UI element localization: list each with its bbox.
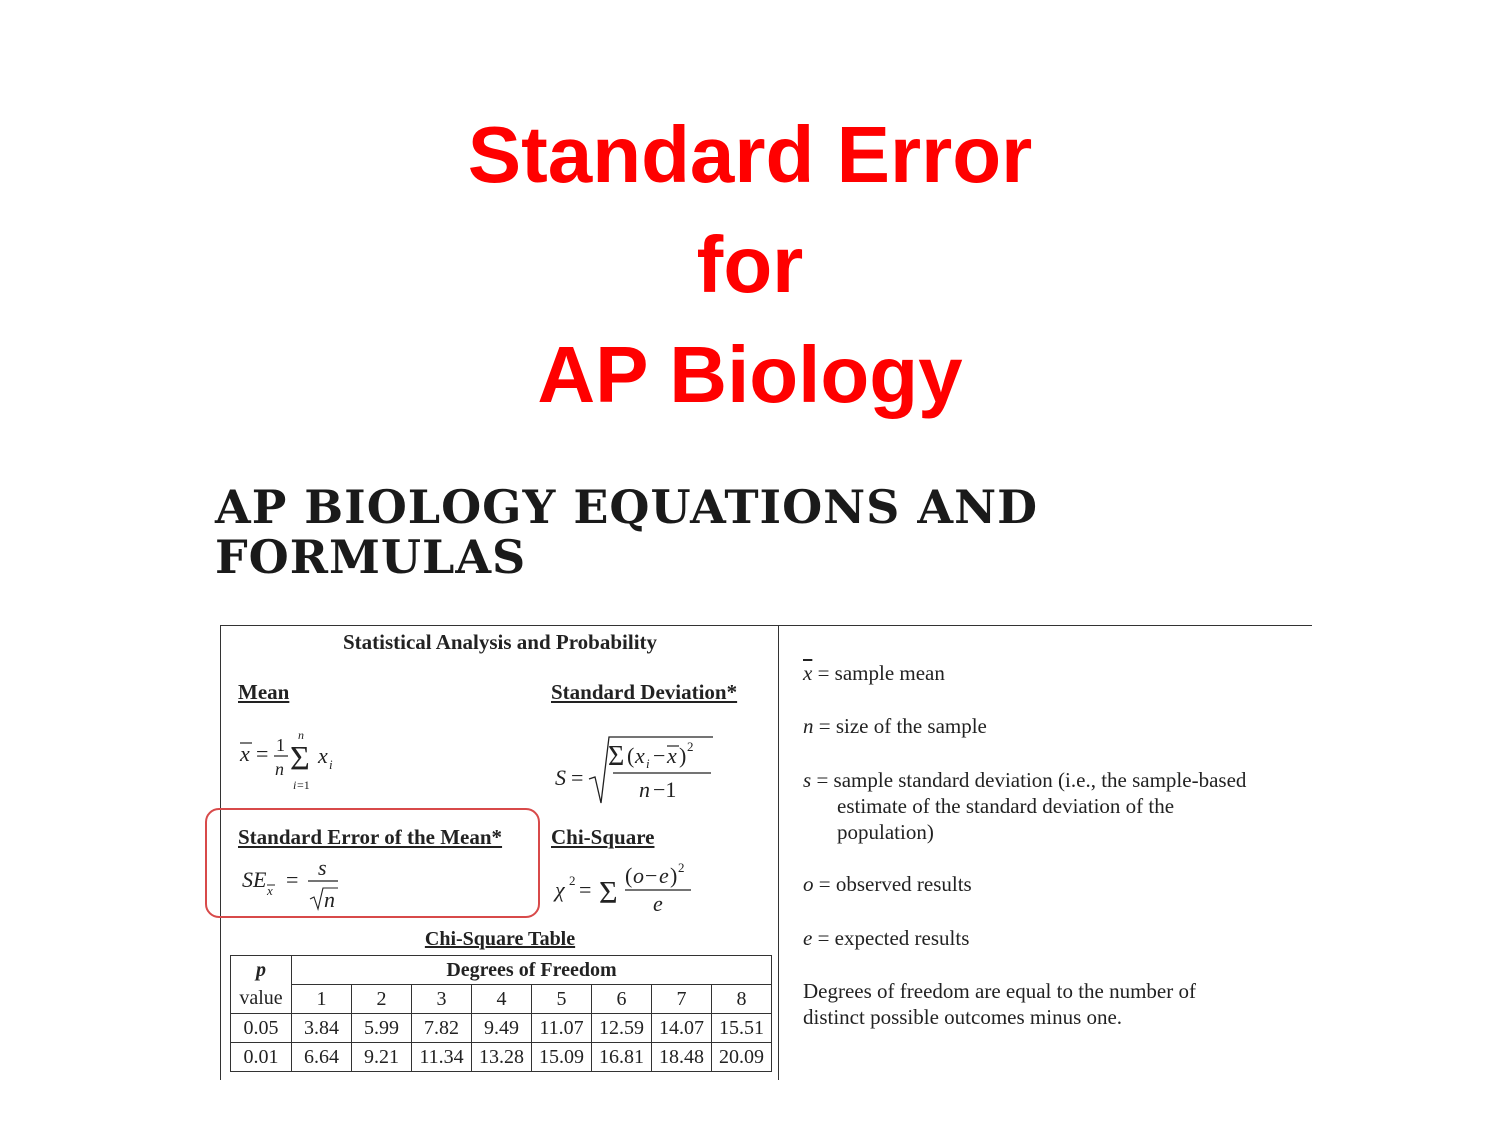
dof-col-3: 3 (412, 985, 472, 1014)
dof-col-8: 8 (712, 985, 772, 1014)
chi-square-heading: Chi-Square (551, 825, 655, 849)
table-row (231, 985, 772, 1014)
def-o-text: = observed results (818, 872, 972, 896)
chi-table-title: Chi-Square Table (424, 928, 576, 950)
svg-text:−1: −1 (653, 777, 677, 802)
dof-col-2: 2 (352, 985, 412, 1014)
slide-title (0, 100, 1500, 430)
svg-text:=: = (571, 765, 584, 790)
std-dev-heading: Standard Deviation* (551, 680, 738, 704)
table-cell: 15.51 (712, 1014, 772, 1043)
table-cell: 6.64 (292, 1043, 352, 1072)
svg-text:x: x (267, 883, 273, 898)
svg-text:χ: χ (555, 877, 565, 902)
svg-text:): ) (679, 743, 687, 768)
dof-col-5: 5 (532, 985, 592, 1014)
def-s-line-2: estimate of the standard deviation of the (837, 794, 1175, 818)
sem-formula (240, 855, 360, 915)
table-cell: 7.82 (412, 1014, 472, 1043)
o-symbol: o (803, 872, 814, 896)
svg-text:=: = (579, 877, 592, 902)
table-cell: 20.09 (712, 1043, 772, 1072)
table-cell: 14.07 (652, 1014, 712, 1043)
def-xbar-text: = sample mean (817, 661, 945, 685)
p-value-cell: 0.01 (231, 1043, 292, 1072)
slide-title-line-3: AP Biology (537, 330, 963, 419)
table-cell: 15.09 (532, 1043, 592, 1072)
def-e (803, 925, 969, 951)
frame-top-rule (220, 625, 1312, 626)
svg-text:n: n (324, 887, 335, 912)
svg-text:e: e (659, 863, 669, 888)
svg-text:x: x (240, 741, 250, 766)
dof-col-7: 7 (652, 985, 712, 1014)
def-s (803, 767, 1246, 845)
def-s-line-3: population) (837, 820, 934, 844)
svg-text:i: i (646, 756, 650, 771)
document-heading-line-1: AP BIOLOGY EQUATIONS AND (215, 480, 1039, 534)
def-n-text: = size of the sample (818, 714, 987, 738)
table-cell: 16.81 (592, 1043, 652, 1072)
chi-square-table (230, 955, 772, 1072)
svg-text:SE: SE (242, 867, 267, 892)
def-n (803, 713, 987, 739)
dof-header: Degrees of Freedom (292, 956, 772, 985)
table-cell: 11.07 (532, 1014, 592, 1043)
svg-text:2: 2 (687, 739, 694, 754)
table-cell: 3.84 (292, 1014, 352, 1043)
s-symbol: s (803, 768, 812, 792)
document-heading-line-2: FORMULAS (215, 530, 527, 584)
def-dof (803, 978, 1196, 1030)
chi-square-formula (553, 855, 713, 915)
table-cell: 12.59 (592, 1014, 652, 1043)
section-title: Statistical Analysis and Probability (342, 630, 658, 654)
svg-text:e: e (653, 891, 663, 915)
frame-divider-rule (778, 625, 779, 1080)
svg-text:i: i (329, 757, 333, 772)
table-row (231, 1014, 772, 1043)
svg-text:): ) (670, 863, 678, 888)
svg-text:−: − (653, 743, 666, 768)
svg-text:=: = (286, 867, 299, 892)
e-symbol: e (803, 926, 813, 950)
svg-text:2: 2 (569, 873, 576, 888)
p-header: p (231, 956, 292, 985)
svg-text:S: S (555, 765, 566, 790)
def-e-text: = expected results (817, 926, 970, 950)
dof-col-1: 1 (292, 985, 352, 1014)
svg-text:(: ( (627, 743, 635, 768)
table-cell: 11.34 (412, 1043, 472, 1072)
def-dof-line-1: Degrees of freedom are equal to the number of (803, 979, 1196, 1003)
xbar-symbol: $\overline{x}$ (803, 661, 813, 685)
dof-col-6: 6 (592, 985, 652, 1014)
table-cell: 18.48 (652, 1043, 712, 1072)
document-heading (215, 482, 1115, 582)
svg-text:x: x (635, 743, 645, 768)
svg-text:Σ: Σ (290, 740, 310, 777)
slide-title-line-1: Standard Error (467, 110, 1033, 199)
svg-text:=: = (256, 741, 269, 766)
table-cell: 9.49 (472, 1014, 532, 1043)
svg-text:n: n (275, 759, 284, 779)
def-o (803, 871, 972, 897)
def-dof-line-2: distinct possible outcomes minus one. (803, 1005, 1123, 1029)
slide-title-line-2: for (696, 220, 804, 309)
svg-text:−: − (645, 863, 658, 888)
n-symbol: n (803, 714, 814, 738)
svg-text:(: ( (625, 863, 633, 888)
svg-text:x: x (667, 743, 677, 768)
table-cell: 9.21 (352, 1043, 412, 1072)
def-xbar (803, 660, 945, 686)
svg-text:n: n (639, 777, 650, 802)
svg-text:1: 1 (276, 735, 285, 755)
svg-text:o: o (633, 863, 644, 888)
svg-text:2: 2 (678, 860, 685, 875)
table-cell: 13.28 (472, 1043, 532, 1072)
svg-text:n: n (298, 728, 304, 742)
dof-col-4: 4 (472, 985, 532, 1014)
svg-text:=1: =1 (297, 778, 310, 792)
sem-heading: Standard Error of the Mean* (238, 825, 503, 849)
mean-formula (238, 725, 368, 795)
svg-text:s: s (318, 855, 327, 880)
value-header: value (231, 985, 292, 1014)
svg-text:Σ: Σ (599, 874, 618, 910)
table-row (231, 1043, 772, 1072)
svg-text:i: i (293, 778, 297, 792)
std-dev-formula (553, 733, 723, 808)
mean-heading: Mean (238, 680, 290, 704)
svg-text:Σ: Σ (608, 741, 625, 772)
table-cell: 5.99 (352, 1014, 412, 1043)
svg-text:x: x (318, 743, 328, 768)
p-value-cell: 0.05 (231, 1014, 292, 1043)
def-s-line-1: = sample standard deviation (i.e., the sample-based (816, 768, 1247, 792)
